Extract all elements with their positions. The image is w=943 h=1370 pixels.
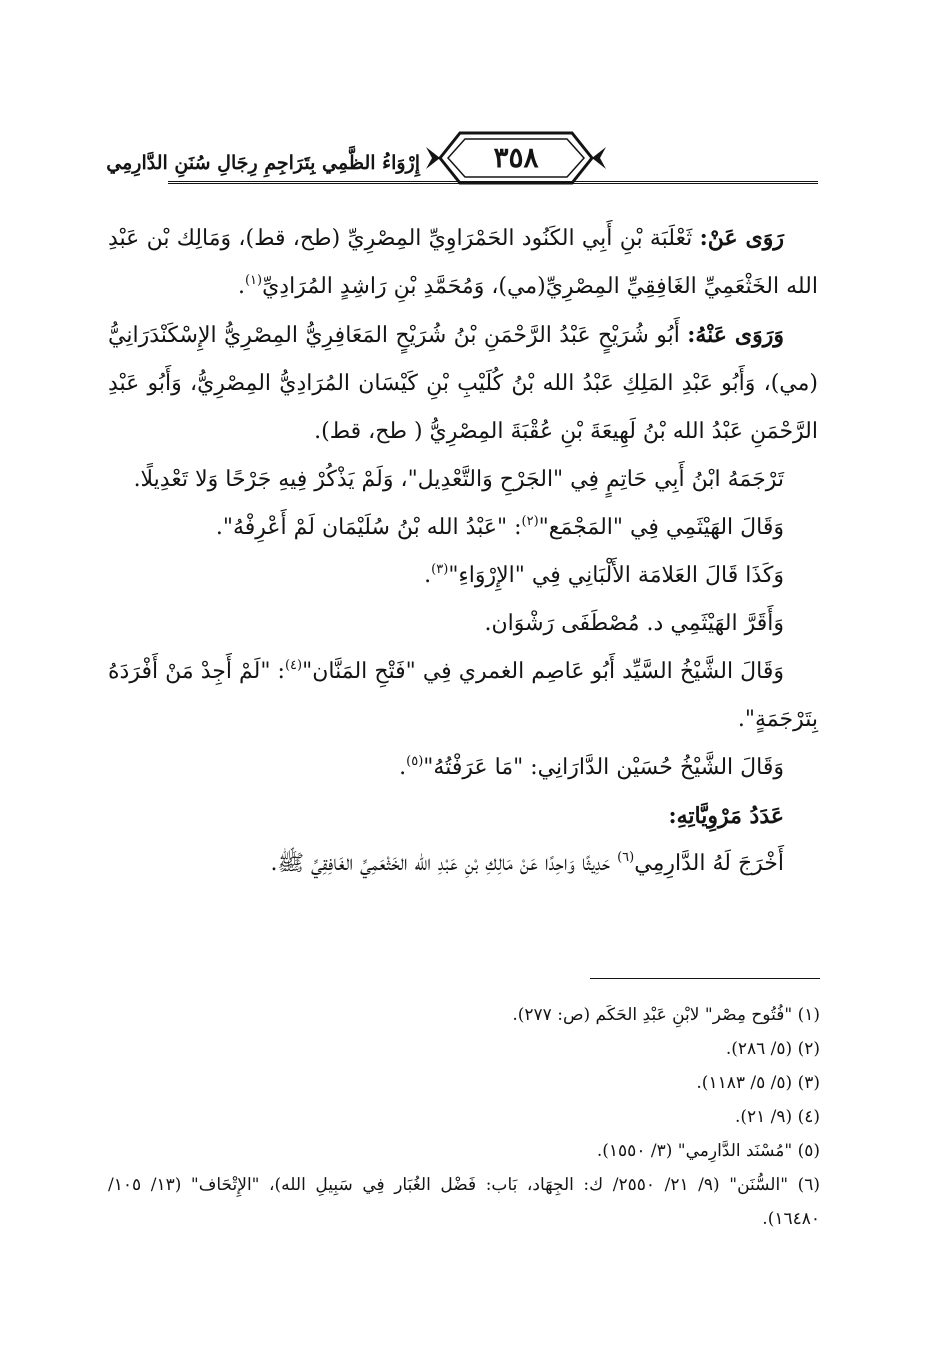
ibn-abi-hatim-paragraph: تَرْجَمَهُ ابْنُ أَبِي حَاتِمٍ فِي "الجَرْحِ وَالتَّعْدِيل"، وَلَمْ يَذْكُرْ فِيهِ جَرْحًا وَلا تَعْدِيلًا.	[133, 467, 784, 492]
albani-text-b: .	[424, 563, 432, 588]
main-text	[108, 214, 818, 888]
footnote-ref-4: (٤)	[284, 658, 303, 673]
darani-text-b: .	[399, 755, 407, 780]
darani-paragraph	[108, 744, 818, 792]
footnote-ref-5: (٥)	[406, 754, 424, 769]
narrated-by-paragraph	[108, 311, 818, 456]
narrated-by-label: وَرَوَى عَنْهُ:	[687, 322, 785, 348]
narrated-from-label: رَوَى عَنْ:	[699, 225, 785, 251]
footnote-1: (١) "فُتُوح مِصْر" لابْنِ عَبْدِ الحَكَم (ص: ٢٧٧).	[512, 1005, 820, 1025]
running-title: إِرْوَاءُ الظَّمِي بِتَرَاجِمِ رِجَالِ سُنَنِ الدَّارِمِي	[106, 152, 420, 174]
page-number: ٣٥٨	[493, 141, 539, 174]
narrated-by-text: أَبُو شُرَيْحٍ عَبْدُ الرَّحْمَنِ بْنُ شُرَيْحٍ المَعَافِرِيُّ المِصْرِيُّ الإِسْكَنْدَرَانِيُّ (مي)، وَأَبُو عَبْدِ المَلِكِ عَبْدُ الله بْنُ كُلَيْبِ بْنِ كَيْسَان المُرَادِيُّ المِصْرِيُّ، وَأَبُو عَبْدِ الرَّحْمَنِ عَبْدُ الله بْنُ لَهِيعَةَ بْنِ عُقْبَةَ المِصْرِيُّ ( طح، قط).	[108, 323, 818, 444]
narrations-paragraph	[108, 840, 818, 888]
footnote-3: (٣) (٥/ ٥/ ١١٨٣).	[696, 1073, 820, 1093]
narrations-text-a: أَخْرَجَ لَهُ الدَّارِمِي	[634, 851, 784, 876]
footnote-ref-6: (٦)	[617, 850, 635, 865]
narrations-count-heading: عَدَدُ مَرْوِيَّاتِهِ:	[668, 803, 784, 829]
footnote-4: (٤) (٩/ ٢١).	[734, 1107, 820, 1127]
narrations-text-b: حَدِيثًا وَاحِدًا عَنْ مَالِكِ بْنِ عَبْدِ الله الخَثْعَمِيِّ الغَافِقِيِّ ﷺ.	[270, 851, 618, 876]
darani-text-a: وَقَالَ الشَّيْخُ حُسَيْن الدَّارَانِي: "مَا عَرَفْتُهُ"	[423, 755, 784, 780]
footnote-ref-2: (٢)	[521, 514, 539, 529]
footnote-divider	[590, 978, 820, 979]
punctuation: .	[237, 274, 245, 299]
albani-paragraph	[108, 552, 818, 600]
header-divider	[168, 181, 818, 184]
footnote-5: (٥) "مُسْنَد الدَّارِمي" (٣/ ١٥٥٠).	[596, 1141, 820, 1161]
footnote-2: (٢) (٥/ ٢٨٦).	[725, 1039, 820, 1059]
albani-text-a: وَكَذَا قَالَ العَلامَة الأَلْبَانِي فِي "الإِرْوَاءِ"	[448, 563, 784, 588]
rashwan-paragraph: وَأَقَرَّ الهَيْثَمِي د. مُصْطَفَى رَشْوَان.	[484, 611, 784, 636]
haythami-paragraph	[108, 504, 818, 552]
haythami-text-b: : "عَبْدُ الله بْنُ سُلَيْمَان لَمْ أَعْرِفْهُ".	[215, 515, 522, 540]
footnote-ref-3: (٣)	[431, 562, 449, 577]
ghamri-text-a: وَقَالَ الشَّيْخُ السَّيِّد أَبُو عَاصِم الغمري فِي "فَتْحِ المَنَّان"	[302, 659, 784, 684]
footnotes	[108, 998, 820, 1236]
haythami-text-a: وَقَالَ الهَيْثَمِي فِي "المَجْمَع"	[538, 515, 784, 540]
ghamri-text-b: : "لَمْ أَجِدْ مَنْ أَفْرَدَهُ بِتَرْجَمَةٍ".	[108, 659, 818, 732]
page-number-badge	[422, 127, 610, 189]
footnote-6: (٦) "السُّنَن" (٩/ ٢١/ ٢٥٥٠/ ك: الجِهَاد، بَاب: فَضْل الغُبَار فِي سَبِيلِ الله)، "الإِتْحَاف" (١٣/ ١٠٥/ ١٦٤٨٠).	[108, 1175, 821, 1229]
ghamri-paragraph	[108, 648, 818, 744]
narrated-from-text: ثَعْلَبَة بْنِ أَبِي الكَنُود الحَمْرَاوِيِّ المِصْرِيِّ (طح، قط)، وَمَالِك بْن عَبْدِ الله الخَثْعَمِيِّ الغَافِقِيِّ المِصْرِيِّ(مي)، وَمُحَمَّدِ بْنِ رَاشِدٍ المُرَادِيِّ	[108, 226, 818, 299]
narrated-from-paragraph	[108, 214, 818, 311]
footnote-ref-1: (١)	[244, 273, 263, 288]
